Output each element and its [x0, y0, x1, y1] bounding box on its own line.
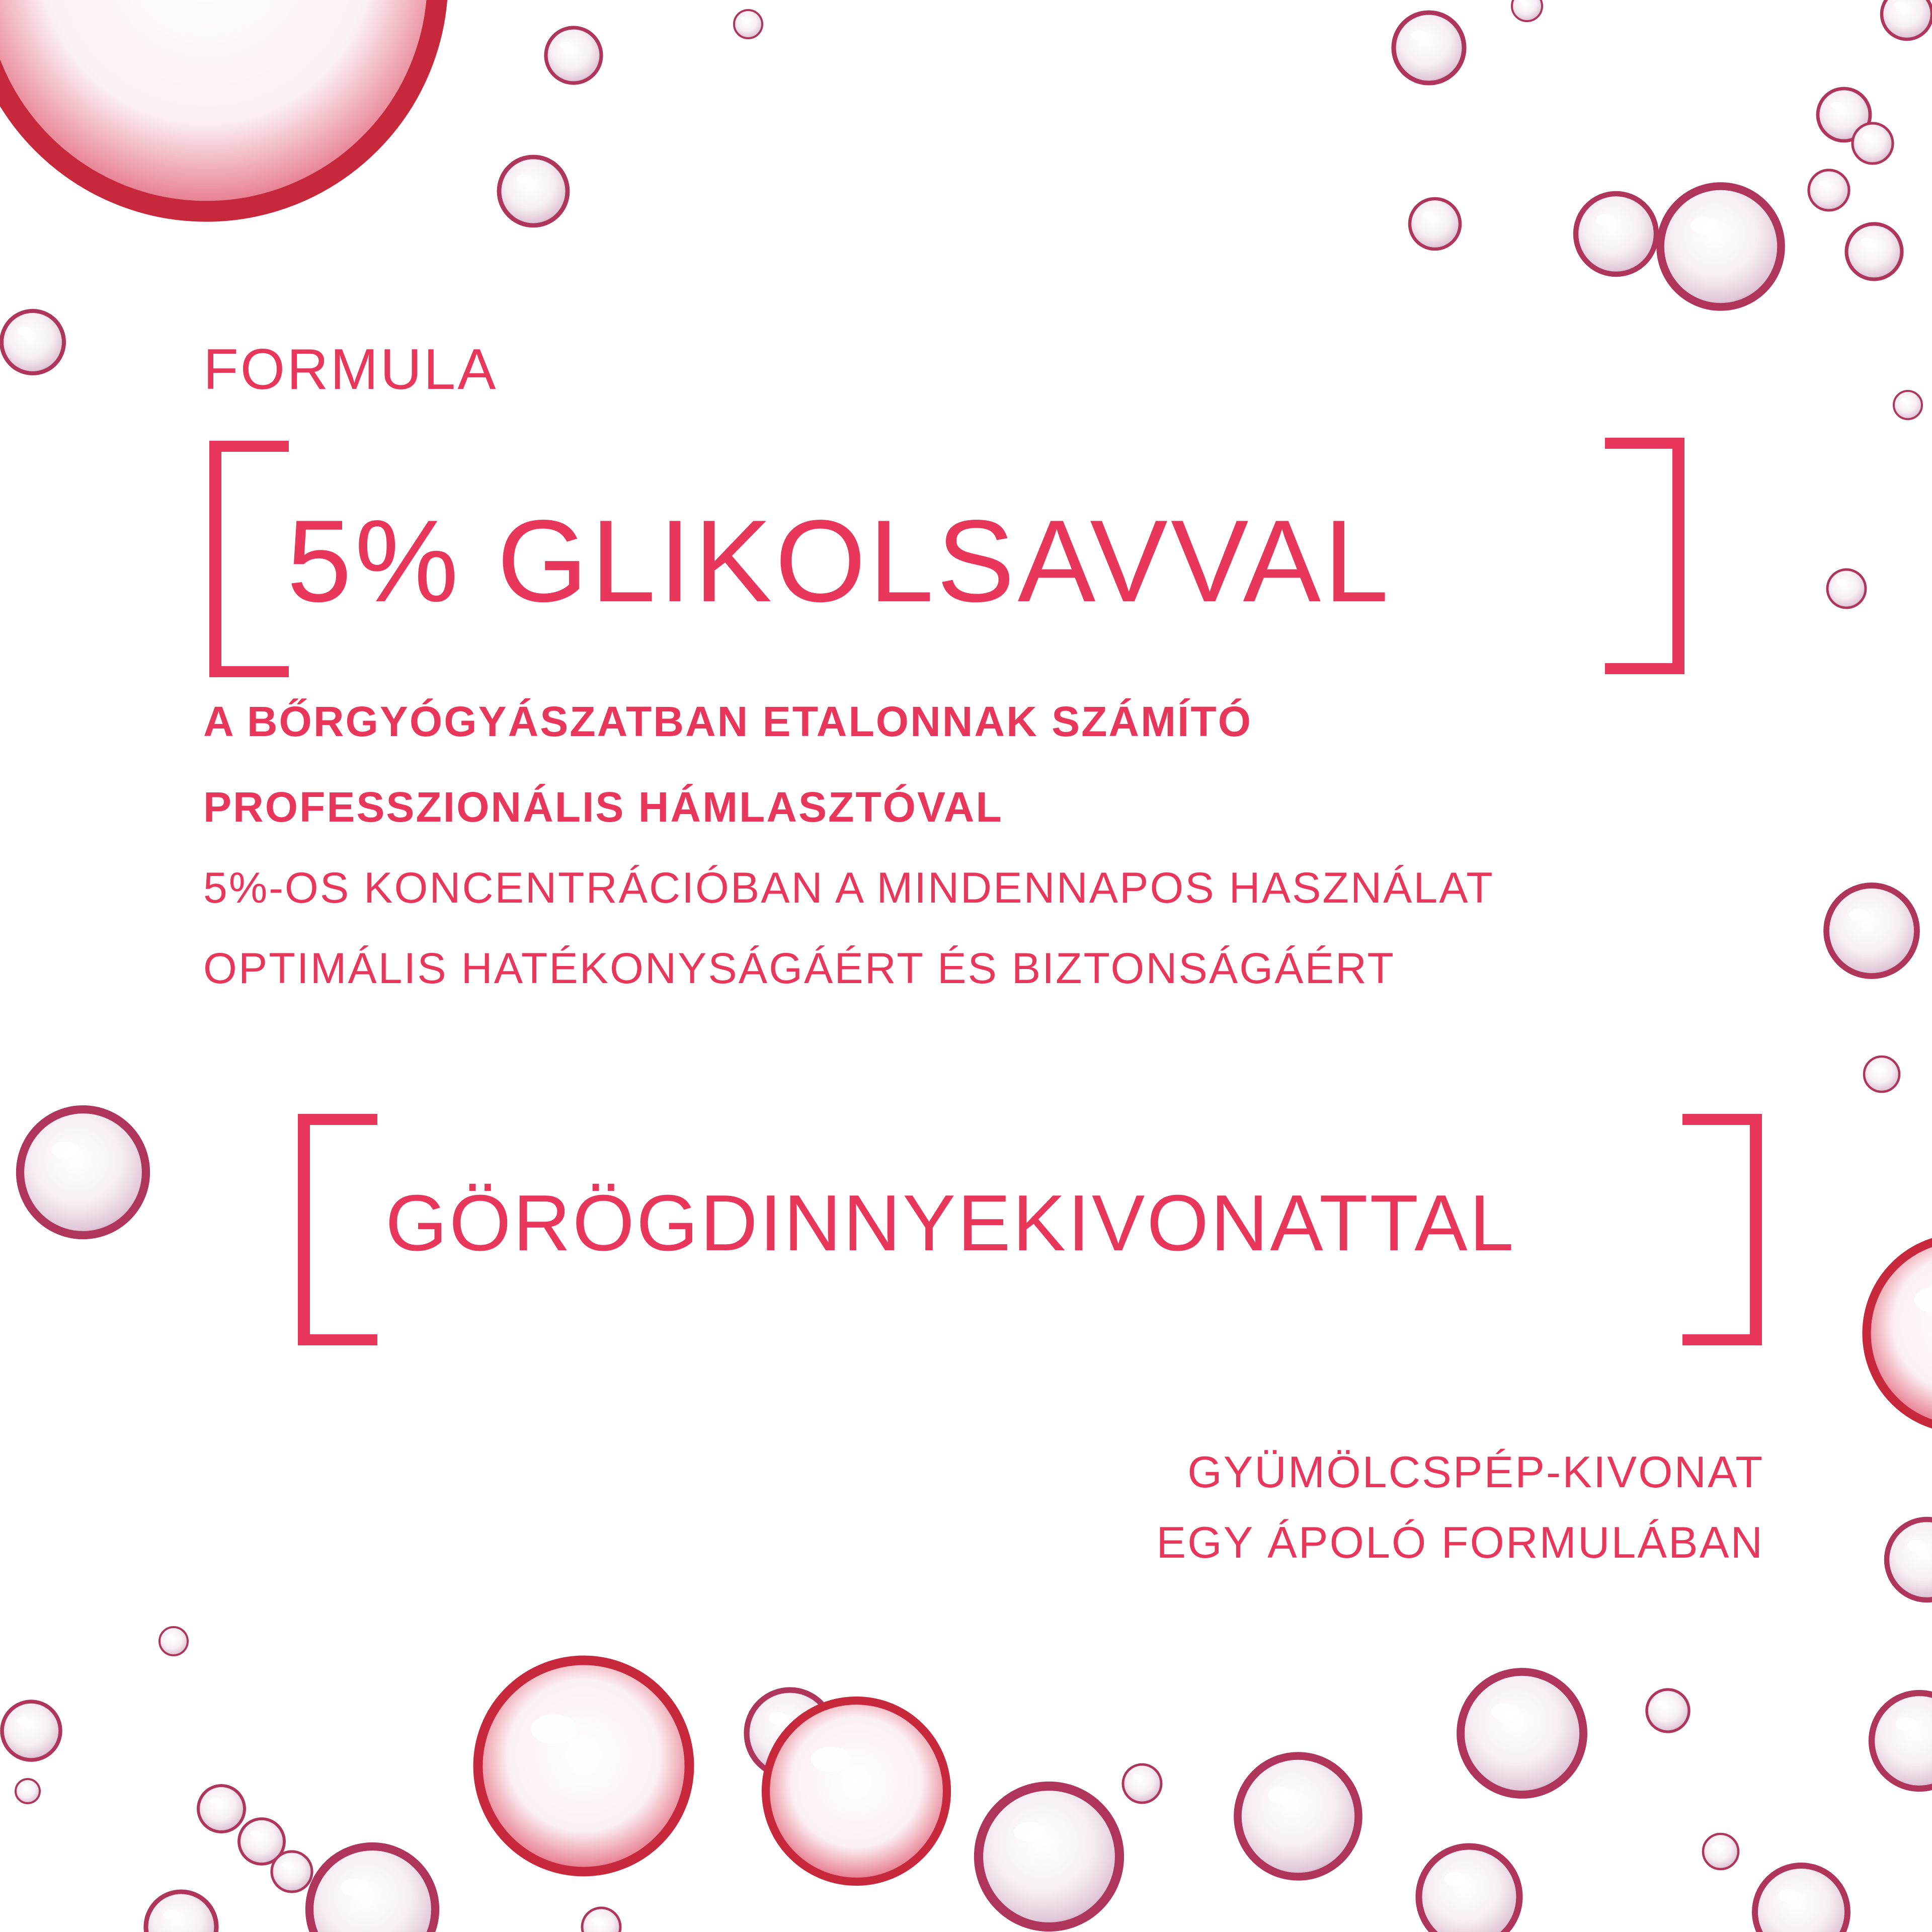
bubble-icon — [20, 1109, 146, 1235]
bubble-icon — [272, 1852, 312, 1892]
bubble-icon — [1755, 1866, 1847, 1932]
bubble-icon — [1853, 123, 1893, 164]
bubble-icon — [734, 10, 762, 38]
right-bracket-icon — [1677, 1114, 1768, 1345]
bubble-icon — [1882, 0, 1932, 39]
bubble-icon — [1410, 199, 1460, 249]
bubble-icon — [159, 1627, 188, 1655]
bubble-icon — [1846, 224, 1902, 279]
bubble-icon — [1512, 0, 1542, 21]
right-bracket-icon — [1600, 438, 1691, 674]
left-bracket-icon — [203, 441, 294, 677]
bubble-icon — [1394, 13, 1464, 83]
glycolic-acid-headline: 5% GLIKOLSAVVAL — [287, 496, 1392, 626]
bubble-icon — [1419, 1846, 1519, 1932]
bubble-icon — [16, 1779, 40, 1803]
bubble-icon — [198, 1786, 245, 1832]
bubble-icon — [1826, 886, 1917, 976]
bubble-icon — [766, 1701, 947, 1882]
bubble-icon — [979, 1786, 1119, 1927]
bubble-icon — [1864, 1057, 1899, 1092]
concentration-description-line: 5%-OS KONCENTRÁCIÓBAN A MINDENNAPOS HASZNÁLAT — [203, 864, 1494, 912]
exfoliant-description-line: A BŐRGYÓGYÁSZATBAN ETALONNAK SZÁMÍTÓ — [203, 698, 1253, 745]
bubble-icon — [478, 1660, 689, 1872]
bubble-icon — [1660, 186, 1781, 307]
bubble-icon — [1809, 170, 1849, 210]
bubble-icon — [1238, 1756, 1358, 1877]
bubble-icon — [1123, 1764, 1161, 1803]
bubble-icon — [1872, 1693, 1932, 1789]
bubble-icon — [1827, 570, 1866, 608]
fruit-pulp-description-line: GYÜMÖLCSPÉP-KIVONAT — [1187, 1447, 1764, 1497]
watermelon-extract-headline: GÖRÖGDINNYEKIVONATTAL — [385, 1179, 1516, 1267]
bubble-icon — [1894, 391, 1922, 419]
fruit-pulp-description-line: EGY ÁPOLÓ FORMULÁBAN — [1156, 1517, 1764, 1567]
bubble-icon — [1703, 1834, 1738, 1869]
bubble-icon — [2, 1702, 60, 1760]
bubble-icon — [146, 1892, 216, 1932]
left-bracket-icon — [292, 1114, 382, 1345]
bubble-icon — [1647, 1689, 1689, 1732]
bubble-icon — [582, 1908, 620, 1932]
bubble-icon — [2, 311, 64, 373]
concentration-description-line: OPTIMÁLIS HATÉKONYSÁGÁÉRT ÉS BIZTONSÁGÁÉRT — [203, 944, 1395, 993]
bubble-icon — [1887, 1519, 1932, 1600]
bubble-icon — [309, 1846, 435, 1932]
bubble-icon — [546, 28, 601, 83]
bubble-icon — [1576, 194, 1656, 274]
formula-label: FORMULA — [203, 338, 498, 401]
bubble-icon — [1867, 1238, 1932, 1429]
exfoliant-description-line: PROFESSZIONÁLIS HÁMLASZTÓVAL — [203, 783, 1003, 831]
bubble-icon — [499, 157, 568, 225]
bubble-icon — [0, 0, 438, 211]
bubble-icon — [1461, 1672, 1583, 1795]
